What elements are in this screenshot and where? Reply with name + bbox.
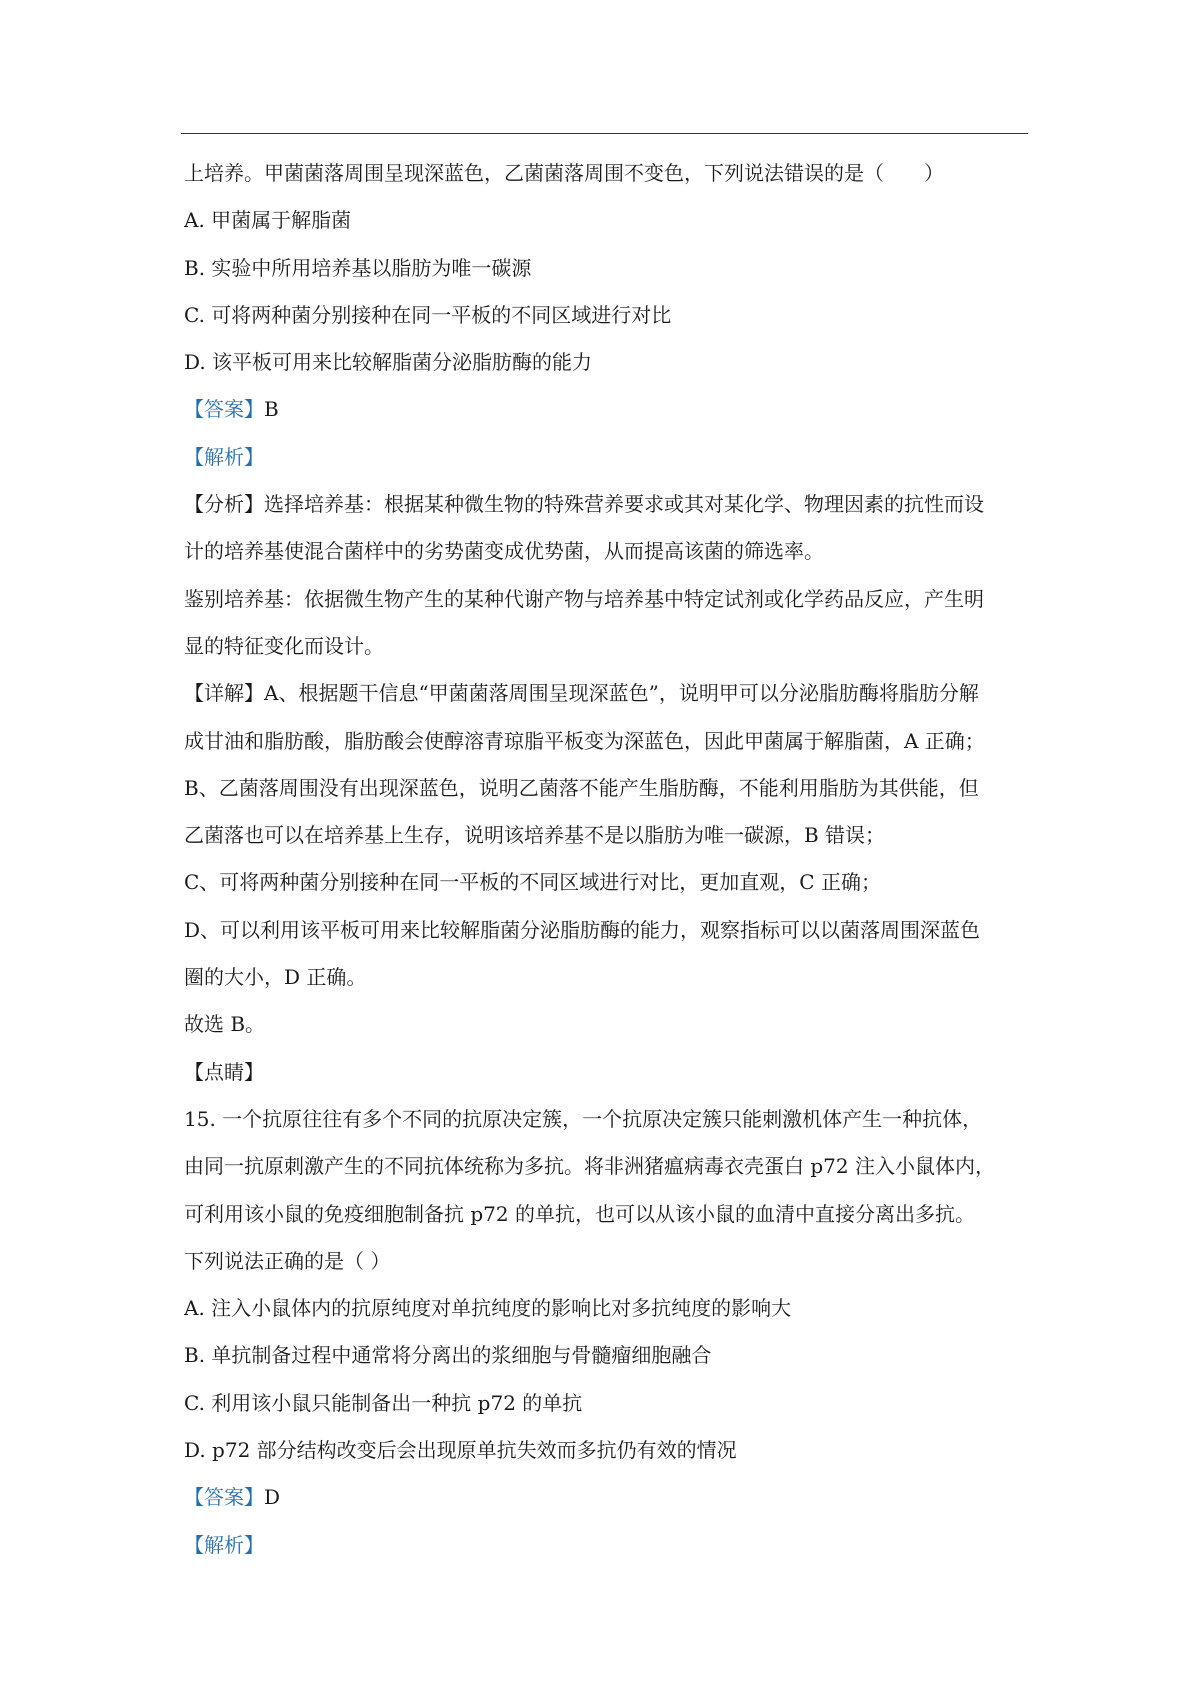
line-text: 鉴别培养基：依据微生物产生的某种代谢产物与培养基中特定试剂或化学药品反应，产生明 [184,586,984,611]
line-text: 15. 一个抗原往往有多个不同的抗原决定簇，一个抗原决定簇只能刺激机体产生一种抗体， [184,1106,983,1131]
text-line [184,386,1032,433]
line-text: 圈的大小，D 正确。 [184,965,367,990]
header-rule [181,133,1028,134]
text-line [184,150,1032,197]
line-text: 成甘油和脂肪酸，脂肪酸会使醇溶青琼脂平板变为深蓝色，因此甲菌属于解脂菌，A 正确； [184,728,985,753]
line-text: 【点睛】 [184,1059,264,1084]
section-tag: 【解析】 [184,1532,264,1557]
line-text: A. 甲菌属于解脂菌 [184,208,352,233]
text-line [184,245,1032,292]
text-line [184,292,1032,339]
text-line [184,434,1032,481]
text-line [184,481,1032,528]
text-line [184,339,1032,386]
line-text: 下列说法正确的是（ ） [184,1248,391,1273]
line-text: 可利用该小鼠的免疫细胞制备抗 p72 的单抗，也可以从该小鼠的血清中直接分离出多抗。 [184,1201,975,1226]
text-line [184,812,1032,859]
text-line [184,1096,1032,1143]
text-line [184,528,1032,575]
line-text: 计的培养基使混合菌样中的劣势菌变成优势菌，从而提高该菌的筛选率。 [184,539,824,564]
line-text: C. 可将两种菌分别接种在同一平板的不同区域进行对比 [184,302,672,327]
line-text: D [264,1485,281,1510]
text-line [184,765,1032,812]
line-text: 上培养。甲菌菌落周围呈现深蓝色，乙菌菌落周围不变色，下列说法错误的是（ ） [184,161,944,185]
text-line [184,1285,1032,1332]
text-line [184,1522,1032,1569]
document-body [184,150,1032,1569]
section-tag: 【答案】 [184,1485,264,1510]
line-text: B. 单抗制备过程中通常将分离出的浆细胞与骨髓瘤细胞融合 [184,1343,712,1368]
line-text: A. 注入小鼠体内的抗原纯度对单抗纯度的影响比对多抗纯度的影响大 [184,1296,792,1321]
line-text: B、乙菌落周围没有出现深蓝色，说明乙菌落不能产生脂肪酶，不能利用脂肪为其供能，但 [184,775,979,800]
text-line [184,1474,1032,1521]
text-line [184,1380,1032,1427]
line-text: D. p72 部分结构改变后会出现原单抗失效而多抗仍有效的情况 [184,1438,737,1463]
text-line [184,1332,1032,1379]
text-line [184,670,1032,717]
text-line [184,623,1032,670]
text-line [184,907,1032,954]
text-line [184,1191,1032,1238]
line-text: 显的特征变化而设计。 [184,633,384,658]
line-text: C、可将两种菌分别接种在同一平板的不同区域进行对比，更加直观，C 正确； [184,870,881,895]
line-text: 故选 B。 [184,1012,266,1037]
line-text: 【分析】选择培养基：根据某种微生物的特殊营养要求或其对某化学、物理因素的抗性而设 [184,492,984,517]
text-line [184,197,1032,244]
line-text: D、可以利用该平板可用来比较解脂菌分泌脂肪酶的能力，观察指标可以以菌落周围深蓝色 [184,917,981,942]
text-line [184,1238,1032,1285]
text-line [184,1049,1032,1096]
line-text: B. 实验中所用培养基以脂肪为唯一碳源 [184,255,532,280]
text-line [184,1143,1032,1190]
text-line [184,1427,1032,1474]
line-text: D. 该平板可用来比较解脂菌分泌脂肪酶的能力 [184,350,593,375]
text-line [184,859,1032,906]
line-text: 【详解】A、根据题干信息“甲菌菌落周围呈现深蓝色”，说明甲可以分泌脂肪酶将脂肪分解 [184,681,979,706]
line-text: C. 利用该小鼠只能制备出一种抗 p72 的单抗 [184,1390,583,1415]
text-line [184,718,1032,765]
line-text: B [264,397,279,422]
section-tag: 【答案】 [184,397,264,422]
line-text: 由同一抗原刺激产生的不同抗体统称为多抗。将非洲猪瘟病毒衣壳蛋白 p72 注入小鼠体内， [184,1154,995,1179]
text-line [184,576,1032,623]
text-line [184,1001,1032,1048]
line-text: 乙菌落也可以在培养基上生存，说明该培养基不是以脂肪为唯一碳源，B 错误； [184,823,886,848]
section-tag: 【解析】 [184,444,264,469]
text-line [184,954,1032,1001]
